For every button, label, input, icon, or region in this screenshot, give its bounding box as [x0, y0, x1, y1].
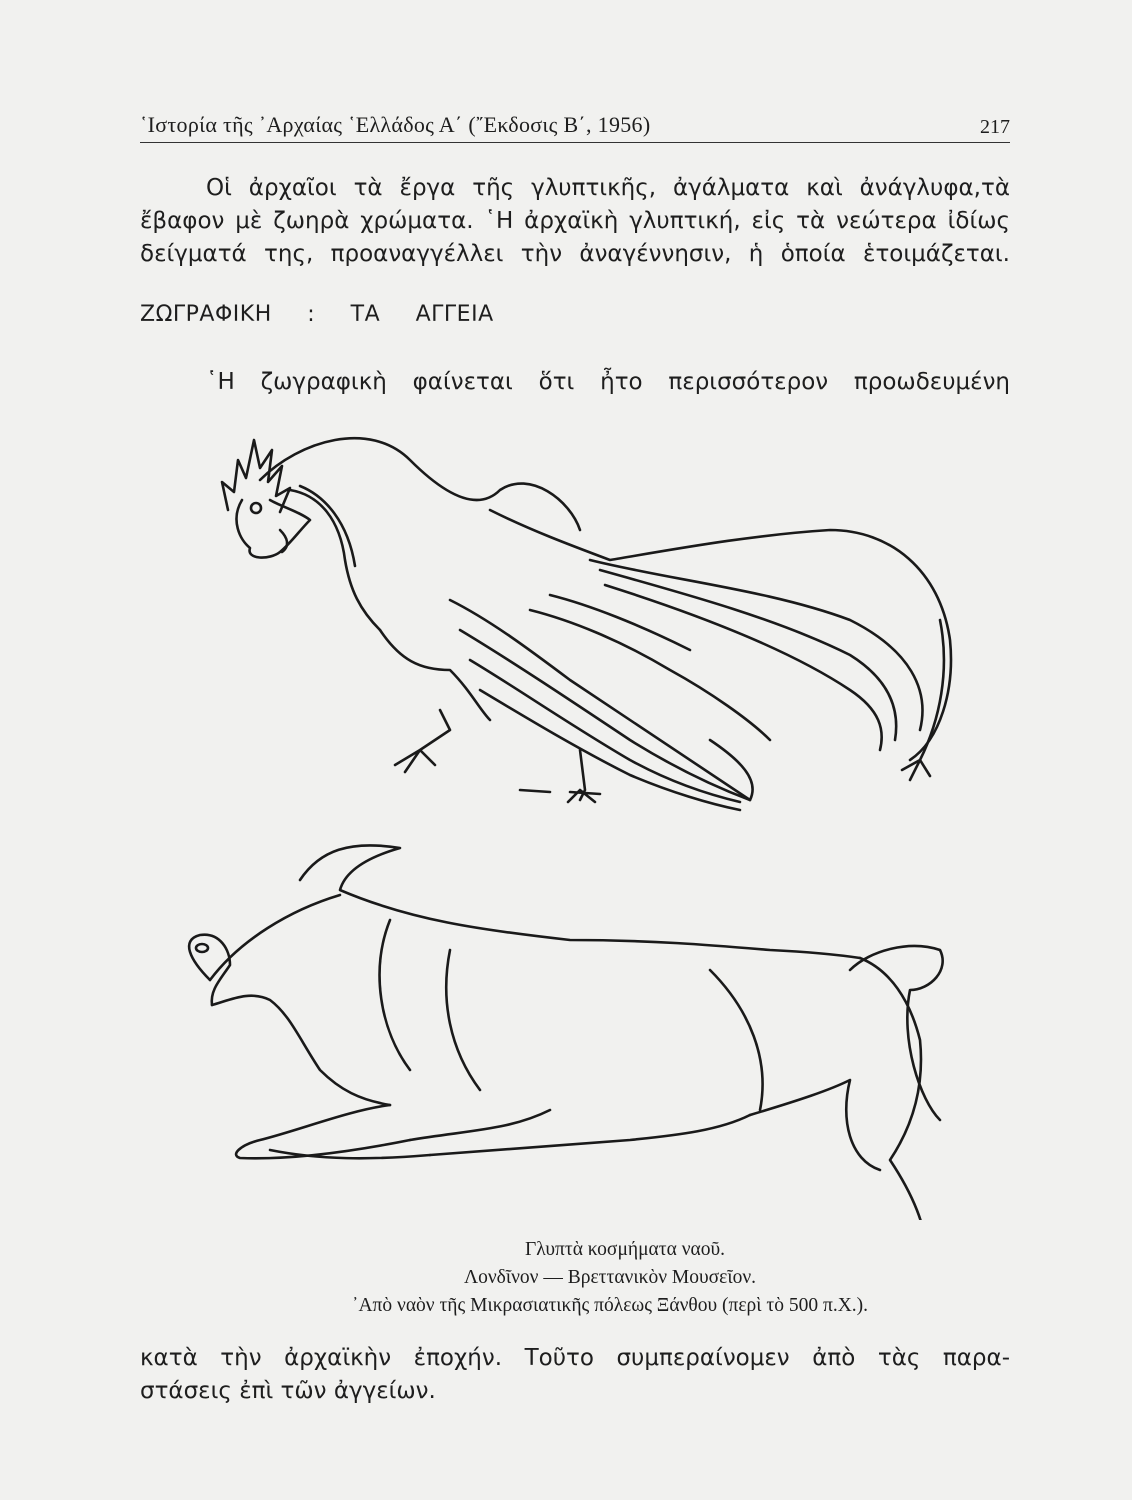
rooster-wattle [290, 490, 380, 630]
section-heading: ΖΩΓΡΑΦΙΚΗ : ΤΑ ΑΓΓΕΙΑ [140, 302, 494, 327]
rooster-face [237, 500, 310, 558]
rooster-breast [380, 630, 490, 720]
rooster-tail-feather [590, 560, 922, 730]
running-title: ῾Ιστορία τῆς ᾿Αρχαίας ῾Ελλάδος Α΄ (῎Εκδοσις Β΄, 1956) [140, 112, 651, 137]
boar-jaw [212, 996, 390, 1105]
boar-drawing [189, 845, 943, 1220]
rooster-head-neck [260, 438, 580, 530]
paragraph-vases-line-2: στάσεις ἐπὶ τῶν ἀγγείων. [140, 1378, 436, 1404]
rooster-comb [222, 440, 290, 512]
caption-line-1: Γλυπτὰ κοσμήματα ναοῦ. [524, 1239, 726, 1260]
caption-line-3: ᾿Απὸ ναὸν τῆς Μικρασιατικῆς πόλεως Ξάνθου (περὶ τὸ 500 π.Χ.). [351, 1295, 869, 1316]
rooster-back [490, 510, 951, 760]
paragraph-painting-intro: ῾Η ζωγραφικὴ φαίνεται ὅτι ἦτο περισσότερον προωδευμένη [206, 369, 1010, 395]
rooster-eye [251, 503, 261, 513]
boar-nostril [196, 944, 208, 952]
boar-belly [430, 1115, 750, 1155]
paragraph-vases [140, 1342, 1010, 1408]
paragraph-vases-line-1: κατὰ τὴν ἀρχαϊκὴν ἐποχήν. Τοῦτο συμπεραίνομεν ἀπὸ τὰς παρα- [140, 1345, 1010, 1371]
caption-line-2: Λονδῖνον — Βρεττανικὸν Μουσεῖον. [463, 1267, 757, 1288]
boar-shoulder [380, 920, 410, 1070]
figure-illustration [150, 420, 970, 1220]
rooster-drawing [222, 438, 951, 810]
boar-hind [860, 958, 926, 1220]
paragraph-sculpture: Οἱ ἀρχαῖοι τὰ ἔργα τῆς γλυπτικῆς, ἀγάλματα καὶ ἀνάγλυφα,τὰ ἔβαφον μὲ ζωηρὰ χρώματα. ῾Η ἀρχαϊκὴ γλυπτική, εἰς τὰ νεώτερα ἰδίως δείγματά της, προαναγγέλλει τὴν ἀναγέννησιν, ἡ ὁποία ἑτοιμάζεται. [140, 175, 1010, 267]
figure-caption [140, 1236, 1080, 1320]
rooster-leg [395, 710, 450, 772]
boar-front-leg [236, 1105, 410, 1158]
running-header [140, 108, 1010, 143]
boar-snout [189, 935, 230, 1005]
boar-tail [850, 946, 943, 1120]
page-number: 217 [980, 116, 1010, 138]
